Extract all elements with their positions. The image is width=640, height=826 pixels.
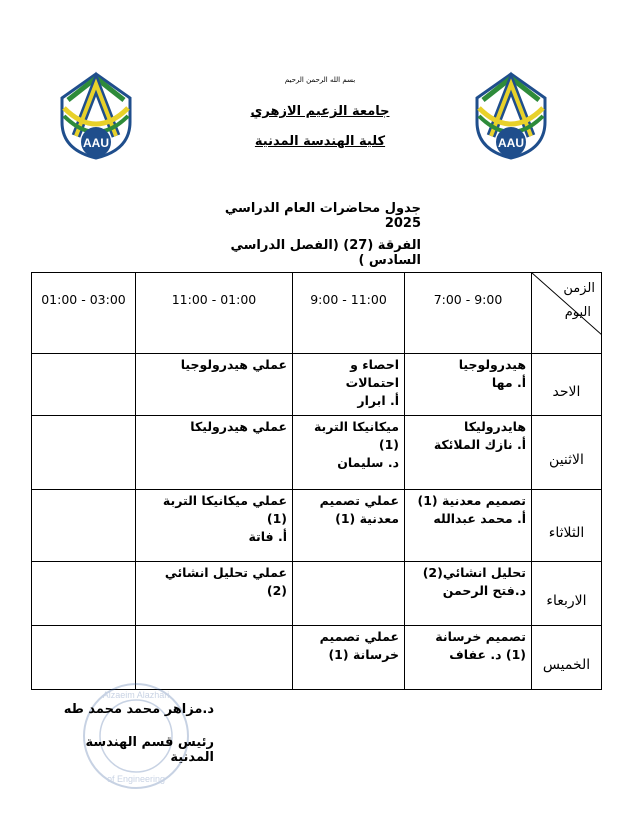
university-name: جامعة الزعيم الازهري xyxy=(250,104,390,119)
lecture-line: د. سليمان xyxy=(337,455,399,471)
corner-time-label: الزمن xyxy=(563,281,595,296)
lecture-line: تصميم خرسانة xyxy=(435,629,526,644)
stamp-text-bottom: of Engineering xyxy=(106,774,166,784)
lecture-line: أ. نازك الملائكة xyxy=(433,437,526,453)
table-header-row xyxy=(32,273,602,354)
lecture-cell xyxy=(136,416,293,490)
table-row xyxy=(32,490,602,562)
lecture-cell xyxy=(32,354,136,416)
logo-text: AAU xyxy=(83,136,109,150)
lecture-line: عملي تصميم xyxy=(319,629,399,644)
lecture-cell xyxy=(405,626,532,690)
lecture-cell xyxy=(32,490,136,562)
schedule-title: جدول محاضرات العام الدراسي 2025 xyxy=(224,201,421,231)
lecture-line: معدنية (1) xyxy=(335,511,399,527)
day-cell: الاربعاء xyxy=(532,562,602,626)
lecture-line: هايدروليكا xyxy=(464,419,526,434)
stamp-text-top: Alzaeim Alazhari xyxy=(102,690,170,700)
schedule-subtitle: الفرقة (27) (الفصل الدراسي السادس ) xyxy=(230,238,421,268)
corner-day-label: اليوم xyxy=(564,305,591,320)
lecture-line: عملي هيدروليكا xyxy=(190,419,287,434)
lecture-line: (1) xyxy=(266,511,287,527)
lecture-cell xyxy=(405,416,532,490)
lecture-cell xyxy=(405,490,532,562)
lecture-cell xyxy=(136,490,293,562)
lecture-cell xyxy=(293,490,405,562)
lecture-cell xyxy=(405,562,532,626)
day-cell: الاثنين xyxy=(532,416,602,490)
lecture-line: أ. فاتة xyxy=(248,529,287,545)
lecture-cell xyxy=(136,354,293,416)
logo-text: AAU xyxy=(498,136,524,150)
lecture-line: د.فتح الرحمن xyxy=(442,583,526,599)
faculty-name: كلية الهندسة المدنية xyxy=(254,134,386,149)
day-cell: الخميس xyxy=(532,626,602,690)
lecture-line: عملي هيدرولوجيا xyxy=(180,357,287,372)
lecture-line: تحليل انشائي(2) xyxy=(422,565,526,580)
time-slot-header: 01:00 - 03:00 xyxy=(32,273,136,354)
day-cell: الاحد xyxy=(532,354,602,416)
lecture-cell xyxy=(293,562,405,626)
lecture-line: أ. مها xyxy=(491,375,526,391)
lecture-cell xyxy=(405,354,532,416)
lecture-line: (1) xyxy=(378,437,399,453)
lecture-line: احصاء و xyxy=(350,357,399,372)
lecture-line: أ. ابرار xyxy=(357,393,399,409)
lecture-line: (1) د. عفاف xyxy=(449,647,526,663)
day-cell: الثلاثاء xyxy=(532,490,602,562)
table-row xyxy=(32,354,602,416)
schedule-table xyxy=(31,272,602,690)
table-row xyxy=(32,416,602,490)
lecture-line: احتمالات xyxy=(345,375,399,391)
time-slot-header: 7:00 - 9:00 xyxy=(405,273,532,354)
lecture-line: أ. محمد عبدالله xyxy=(433,511,526,527)
signatory-name: د.مزاهر محمد محمد طه xyxy=(63,702,214,717)
lecture-line: خرسانة (1) xyxy=(328,647,399,663)
lecture-cell xyxy=(32,562,136,626)
lecture-cell xyxy=(293,626,405,690)
signatory-position: رئيس قسم الهندسة المدنية xyxy=(85,735,214,765)
table-row xyxy=(32,562,602,626)
time-slot-header: 9:00 - 11:00 xyxy=(293,273,405,354)
corner-cell xyxy=(532,273,602,354)
lecture-line: تصميم معدنية (1) xyxy=(417,493,526,508)
lecture-cell xyxy=(136,562,293,626)
lecture-line: هيدرولوجيا xyxy=(458,357,526,372)
basmala: بسم الله الرحمن الرحيم xyxy=(284,76,356,84)
lecture-line: عملي تصميم xyxy=(319,493,399,508)
time-slot-header: 11:00 - 01:00 xyxy=(136,273,293,354)
lecture-line: ميكانيكا التربة xyxy=(313,419,399,434)
lecture-line: عملي ميكانيكا التربة xyxy=(162,493,287,508)
lecture-cell xyxy=(32,416,136,490)
lecture-line: عملي تحليل انشائي (2) xyxy=(164,565,287,599)
lecture-cell xyxy=(293,416,405,490)
lecture-cell xyxy=(293,354,405,416)
